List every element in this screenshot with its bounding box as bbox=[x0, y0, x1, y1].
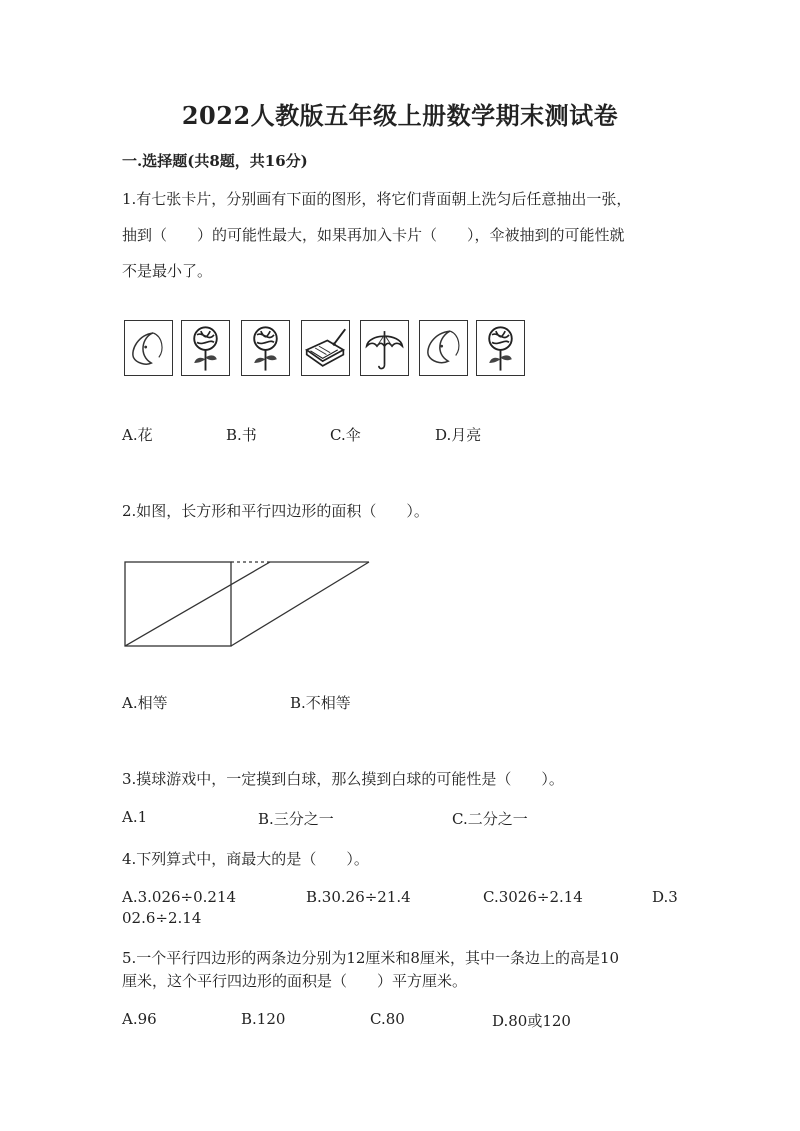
q3-option-c[interactable]: C.二分之一 bbox=[452, 810, 528, 828]
question-1-line-1: 1.有七张卡片，分别画有下面的图形，将它们背面朝上洗匀后任意抽出一张， bbox=[122, 190, 632, 208]
question-4-text: 4.下列算式中，商最大的是（ ）。 bbox=[122, 850, 369, 868]
section-heading: 一.选择题(共8题，共16分) bbox=[122, 152, 308, 170]
question-5-line-2: 厘米，这个平行四边形的面积是（ ）平方厘米。 bbox=[122, 972, 468, 990]
q1-option-b[interactable]: B.书 bbox=[226, 426, 257, 444]
card-moon bbox=[419, 320, 468, 376]
umbrella-icon bbox=[361, 321, 408, 375]
question-1-line-3: 不是最小了。 bbox=[122, 262, 213, 280]
q4-option-d[interactable]: D.3 bbox=[652, 888, 678, 906]
card-flower bbox=[241, 320, 290, 376]
q3-option-a[interactable]: A.1 bbox=[122, 808, 148, 826]
q1-option-d[interactable]: D.月亮 bbox=[435, 426, 482, 444]
rectangle-parallelogram-figure bbox=[120, 555, 380, 659]
page-title: 2022人教版五年级上册数学期末测试卷 bbox=[181, 101, 619, 130]
card-umbrella bbox=[360, 320, 409, 376]
q5-option-b[interactable]: B.120 bbox=[241, 1010, 286, 1028]
q2-option-b[interactable]: B.不相等 bbox=[290, 694, 351, 712]
flower-icon bbox=[182, 321, 229, 375]
moon-icon bbox=[125, 321, 172, 375]
q5-option-a[interactable]: A.96 bbox=[122, 1010, 157, 1028]
moon-icon bbox=[420, 321, 467, 375]
q5-option-d[interactable]: D.80或120 bbox=[492, 1012, 571, 1030]
question-2-text: 2.如图，长方形和平行四边形的面积（ ）。 bbox=[122, 502, 429, 520]
card-book bbox=[301, 320, 350, 376]
parallelogram-left-side bbox=[125, 562, 270, 646]
book-icon bbox=[302, 321, 349, 375]
question-3-text: 3.摸球游戏中，一定摸到白球，那么摸到白球的可能性是（ ）。 bbox=[122, 770, 564, 788]
question-1-line-2: 抽到（ ）的可能性最大，如果再加入卡片（ ），伞被抽到的可能性就 bbox=[122, 226, 625, 244]
card-flower bbox=[476, 320, 525, 376]
flower-icon bbox=[242, 321, 289, 375]
q1-option-c[interactable]: C.伞 bbox=[330, 426, 361, 444]
q2-option-a[interactable]: A.相等 bbox=[122, 694, 168, 712]
q4-option-c[interactable]: C.3026÷2.14 bbox=[483, 888, 583, 906]
q5-option-c[interactable]: C.80 bbox=[370, 1010, 405, 1028]
q4-option-b[interactable]: B.30.26÷21.4 bbox=[306, 888, 411, 906]
q3-option-b[interactable]: B.三分之一 bbox=[258, 810, 334, 828]
q1-option-a[interactable]: A.花 bbox=[122, 426, 153, 444]
parallelogram-right-side bbox=[231, 562, 369, 646]
card-moon bbox=[124, 320, 173, 376]
q4-option-a[interactable]: A.3.026÷0.214 bbox=[122, 888, 237, 906]
q4-option-d-continued: 02.6÷2.14 bbox=[122, 909, 202, 927]
question-5-line-1: 5.一个平行四边形的两条边分别为12厘米和8厘米，其中一条边上的高是10 bbox=[122, 949, 620, 967]
rectangle-shape bbox=[125, 562, 231, 646]
flower-icon bbox=[477, 321, 524, 375]
card-flower bbox=[181, 320, 230, 376]
